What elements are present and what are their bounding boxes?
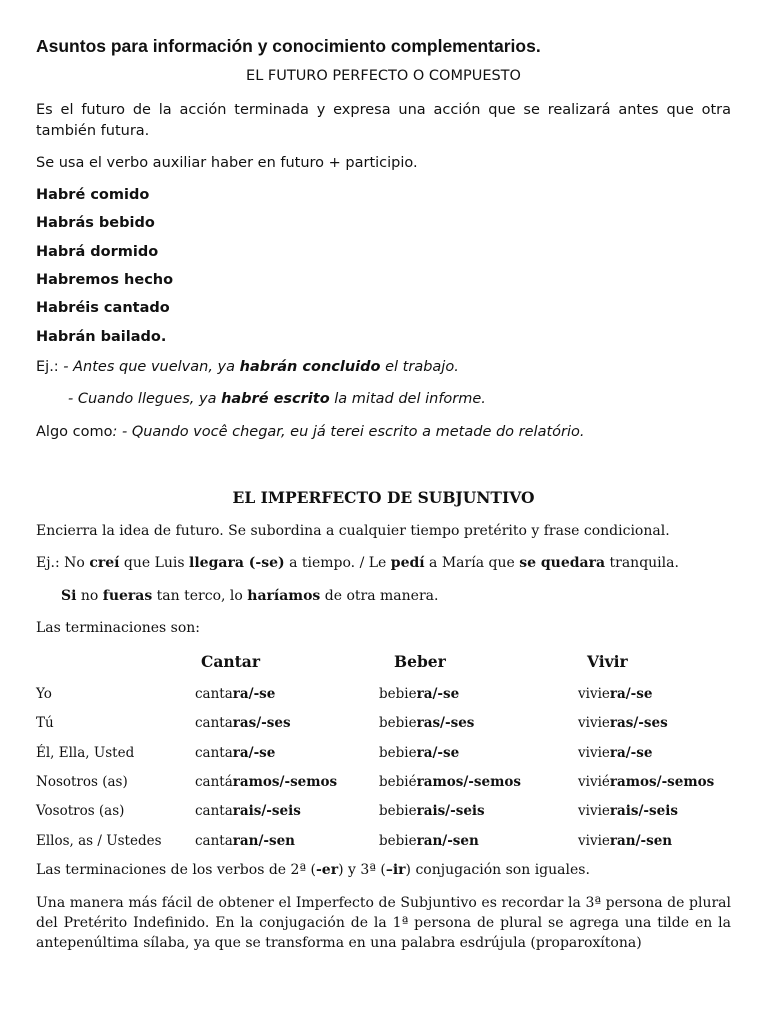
conjugation-line: Habremos hecho (36, 272, 174, 288)
portuguese-comparison (36, 424, 585, 440)
verb-stem: bebie (379, 745, 417, 761)
example-text: a tiempo. / Le (284, 555, 391, 571)
ending-cell-beber (379, 803, 485, 819)
conjugation-line: Habrás bebido (36, 215, 155, 231)
example-verb: llegara (-se) (189, 555, 285, 571)
example-verb: habré escrito (221, 391, 330, 407)
subjuntivo-example-2 (61, 588, 438, 604)
verb-stem: bebie (379, 833, 417, 849)
verb-ending: ra/-se (609, 686, 653, 702)
verb-stem: vivie (578, 833, 610, 849)
ending-cell-vivir (578, 833, 672, 849)
verb-stem: canta (195, 715, 233, 731)
ending-cell-beber (379, 686, 459, 702)
person-label: Yo (36, 686, 52, 702)
endings-note (36, 862, 590, 878)
ending-cell-cantar (195, 715, 291, 731)
verb-stem: bebie (379, 715, 417, 731)
example-verb: Si (61, 588, 77, 604)
person-label: Él, Ella, Usted (36, 745, 135, 761)
note-text: Las terminaciones de los verbos de 2ª ( (36, 862, 316, 878)
example-text: tan terco, lo (152, 588, 248, 604)
note-ending: –ir (385, 862, 406, 878)
conjugation-line: Habrán bailado. (36, 329, 167, 345)
section-heading-imperfecto-subjuntivo: EL IMPERFECTO DE SUBJUNTIVO (232, 488, 535, 507)
conjugation-line: Habréis cantado (36, 300, 170, 316)
example-text: a María que (424, 555, 520, 571)
column-header-beber: Beber (394, 652, 446, 671)
page-title: Asuntos para información y conocimiento complementarios. (36, 36, 541, 56)
example-verb: pedí (390, 555, 425, 571)
ending-cell-vivir (578, 686, 652, 702)
verb-stem: vivie (578, 803, 610, 819)
verb-stem: bebie (379, 686, 417, 702)
note-text: ) conjugación son iguales. (405, 862, 590, 878)
conjugation-line: Habrá dormido (36, 244, 159, 260)
verb-stem: canta (195, 745, 233, 761)
person-label: Ellos, as / Ustedes (36, 833, 162, 849)
ending-cell-vivir (578, 774, 714, 790)
comparison-prefix: Algo como (36, 424, 113, 440)
futuro-example-1 (36, 359, 459, 375)
verb-stem: vivie (578, 745, 610, 761)
ending-cell-beber (379, 745, 459, 761)
note-ending: -er (316, 862, 339, 878)
futuro-example-2 (68, 391, 486, 407)
verb-ending: ra/-se (232, 745, 276, 761)
ending-cell-cantar (195, 745, 275, 761)
verb-stem: canta (195, 833, 233, 849)
ending-cell-cantar (195, 774, 337, 790)
conjugation-line: Habré comido (36, 187, 150, 203)
comparison-text: : - Quando você chegar, eu já terei escrito a metade do relatório. (112, 424, 585, 440)
subjuntivo-example-1 (36, 555, 679, 571)
example-text: tranquila. (605, 555, 679, 571)
example-verb: haríamos (247, 588, 321, 604)
verb-stem: vivie (578, 686, 610, 702)
verb-ending: ras/-ses (416, 715, 475, 731)
example-text: no (76, 588, 103, 604)
futuro-usage: Se usa el verbo auxiliar haber en futuro + participio. (36, 155, 418, 171)
example-text: - Antes que vuelvan, ya (63, 359, 240, 375)
verb-stem: canta (195, 803, 233, 819)
column-header-cantar: Cantar (201, 652, 261, 671)
verb-stem: bebie (379, 803, 417, 819)
verb-ending: rais/-seis (232, 803, 301, 819)
verb-ending: ra/-se (416, 745, 460, 761)
verb-ending: ran/-sen (416, 833, 479, 849)
example-prefix: Ej.: (36, 359, 64, 375)
ending-cell-beber (379, 774, 521, 790)
person-label: Vosotros (as) (36, 803, 125, 819)
verb-ending: rais/-seis (416, 803, 485, 819)
column-header-vivir: Vivir (587, 652, 628, 671)
verb-stem: vivié (578, 774, 610, 790)
verb-stem: vivie (578, 715, 610, 731)
example-text: - Cuando llegues, ya (68, 391, 222, 407)
section-heading-futuro-perfecto: EL FUTURO PERFECTO O COMPUESTO (246, 68, 521, 84)
person-label: Nosotros (as) (36, 774, 128, 790)
verb-ending: ra/-se (609, 745, 653, 761)
note-text: ) y 3ª ( (338, 862, 386, 878)
ending-cell-vivir (578, 745, 652, 761)
ending-cell-cantar (195, 833, 295, 849)
example-verb: se quedara (519, 555, 606, 571)
verb-ending: ra/-se (232, 686, 276, 702)
person-label: Tú (36, 715, 54, 731)
ending-cell-beber (379, 833, 479, 849)
example-verb: fueras (102, 588, 153, 604)
example-text: de otra manera. (320, 588, 439, 604)
verb-ending: ramos/-semos (609, 774, 715, 790)
final-explanation: Una manera más fácil de obtener el Imperfecto de Subjuntivo es recordar la 3ª persona de plural del Pretérito Indefinido. En la conjugación de la 1ª persona de plural se agrega una tilde en la antepenúltima sílaba, ya que se transforma en una palabra esdrújula (proparoxítona) (36, 895, 731, 951)
verb-stem: cantá (195, 774, 233, 790)
verb-ending: ras/-ses (609, 715, 668, 731)
verb-ending: rais/-seis (609, 803, 678, 819)
ending-cell-cantar (195, 803, 301, 819)
verb-stem: bebié (379, 774, 417, 790)
example-text: la mitad del informe. (329, 391, 486, 407)
verb-ending: ra/-se (416, 686, 460, 702)
ending-cell-cantar (195, 686, 275, 702)
ending-cell-vivir (578, 803, 678, 819)
verb-stem: canta (195, 686, 233, 702)
futuro-definition: Es el futuro de la acción terminada y expresa una acción que se realizará antes que otra también futura. (36, 102, 731, 139)
subjuntivo-intro: Encierra la idea de futuro. Se subordina a cualquier tiempo pretérito y frase condicional. (36, 523, 670, 539)
verb-ending: ran/-sen (232, 833, 295, 849)
ending-cell-vivir (578, 715, 668, 731)
ending-cell-beber (379, 715, 474, 731)
verb-ending: ran/-sen (609, 833, 673, 849)
verb-ending: ramos/-semos (232, 774, 338, 790)
verb-ending: ramos/-semos (416, 774, 521, 790)
verb-ending: ras/-ses (232, 715, 291, 731)
endings-intro: Las terminaciones son: (36, 620, 201, 636)
example-verb: creí (89, 555, 120, 571)
example-text: el trabajo. (380, 359, 459, 375)
example-text: que Luis (119, 555, 190, 571)
example-verb: habrán concluido (239, 359, 381, 375)
example-text: Ej.: No (36, 555, 90, 571)
